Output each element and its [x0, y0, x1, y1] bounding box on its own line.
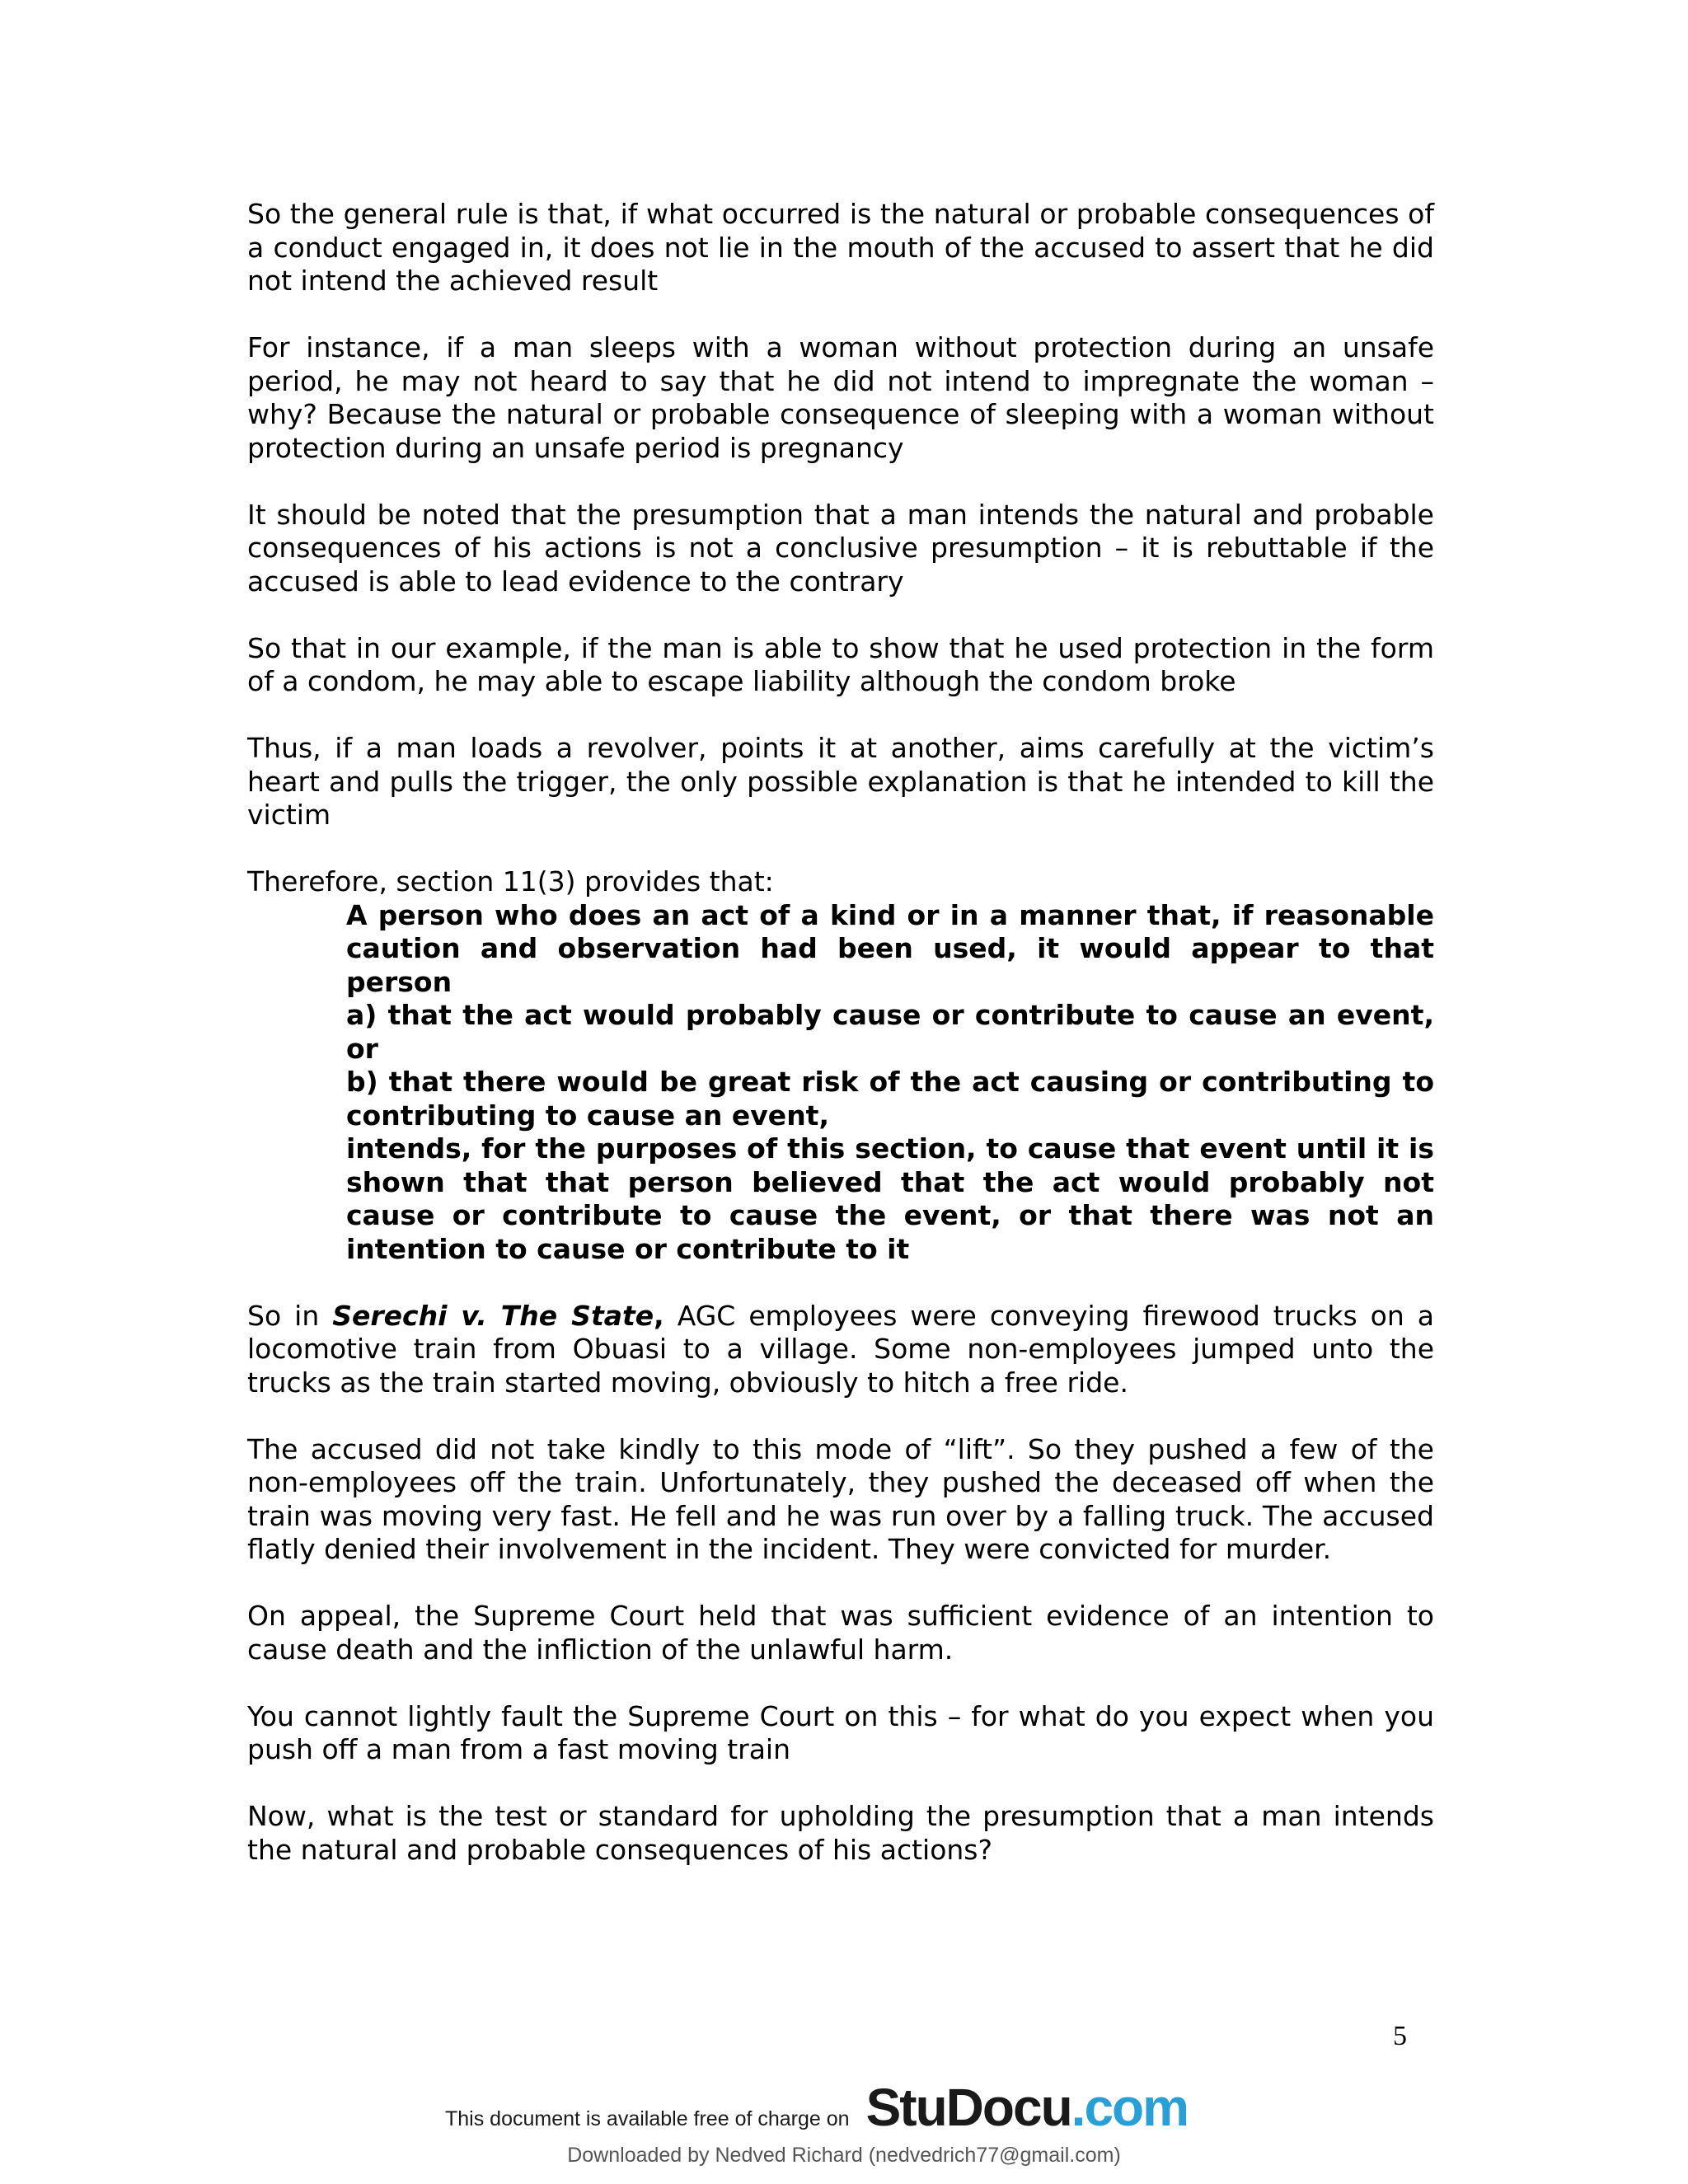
studocu-logo-domain: .com [1071, 2078, 1189, 2137]
quote-line-intends: intends, for the purposes of this section, to cause that event until it is shown that that person believed that the act would probably not cause or contribute to cause the event, or that there was not an intention to cause or contribute to it [346, 1132, 1434, 1265]
paragraph-revolver-example: Thus, if a man loads a revolver, points it at another, aims carefully at the victim’s heart and pulls the trigger, the only possible explanation is that he intended to kill the victim [247, 732, 1434, 831]
paragraph-supreme-court-held: On appeal, the Supreme Court held that was sufficient evidence of an intention to cause death and the infliction of the unlawful harm. [247, 1600, 1434, 1666]
paragraph-general-rule: So the general rule is that, if what occurred is the natural or probable consequences of a conduct engaged in, it does not lie in the mouth of the accused to assert that he did not intend the achieved result [247, 198, 1434, 297]
case-name: Serechi v. The State [332, 1299, 654, 1332]
paragraph-rebuttable-presumption: It should be noted that the presumption that a man intends the natural and probable consequences of his actions is not a conclusive presumption – it is rebuttable if the accused is able to lead evidence to the contrary [247, 498, 1434, 598]
case-facts-text: AGC employees were conveying firewood trucks on a locomotive train from Obuasi to a village. Some non-employees jumped unto the trucks as the train started moving, obviously to hitch a free ride. [247, 1299, 1434, 1399]
page-number: 5 [1393, 2021, 1407, 2051]
quote-line-person: A person who does an act of a kind or in a manner that, if reasonable caution and observation had been used, it would appear to that person [346, 898, 1434, 998]
document-body [247, 198, 1434, 1900]
paragraph-example-instance: For instance, if a man sleeps with a woman without protection during an unsafe period, he may not heard to say that he did not intend to impregnate the woman – why? Because the natural or probable consequence of sleeping with a woman without protection during an unsafe period is pregnancy [247, 331, 1434, 464]
paragraph-section-intro: Therefore, section 11(3) provides that: [247, 865, 774, 898]
case-prefix-text: So in [247, 1299, 333, 1332]
downloaded-by-text: Downloaded by Nedved Richard (nedvedrich77@gmail.com) [567, 2144, 1121, 2167]
quote-line-a: a) that the act would probably cause or contribute to cause an event, or [346, 999, 1434, 1065]
paragraph-accused-conduct: The accused did not take kindly to this mode of “lift”. So they pushed a few of the non-employees off the train. Unfortunately, they pushed the deceased off when the train was moving very fast. He fell and he was run over by a falling truck. The accused flatly denied their involvement in the incident. They were convicted for murder. [247, 1432, 1434, 1565]
statutory-quote-section-11-3 [346, 899, 1434, 1267]
paragraph-cannot-fault: You cannot lightly fault the Supreme Court on this – for what do you expect when you push off a man from a fast moving train [247, 1699, 1434, 1765]
case-comma: , [654, 1299, 664, 1332]
studocu-logo-name: StuDocu [865, 2078, 1071, 2137]
paragraph-serechi-case [247, 1300, 1434, 1400]
footer-availability-line [445, 2077, 1188, 2138]
studocu-footer [0, 2052, 1688, 2184]
footer-available-text: This document is available free of charge on [445, 2107, 850, 2130]
quote-line-b: b) that there would be great risk of the act causing or contributing to contributing to cause an event, [346, 1066, 1434, 1132]
paragraph-test-question: Now, what is the test or standard for upholding the presumption that a man intends the natural and probable consequences of his actions? [247, 1800, 1434, 1866]
studocu-logo[interactable] [866, 2077, 1188, 2138]
paragraph-condom-example: So that in our example, if the man is able to show that he used protection in the form of a condom, he may able to escape liability although the condom broke [247, 631, 1434, 697]
